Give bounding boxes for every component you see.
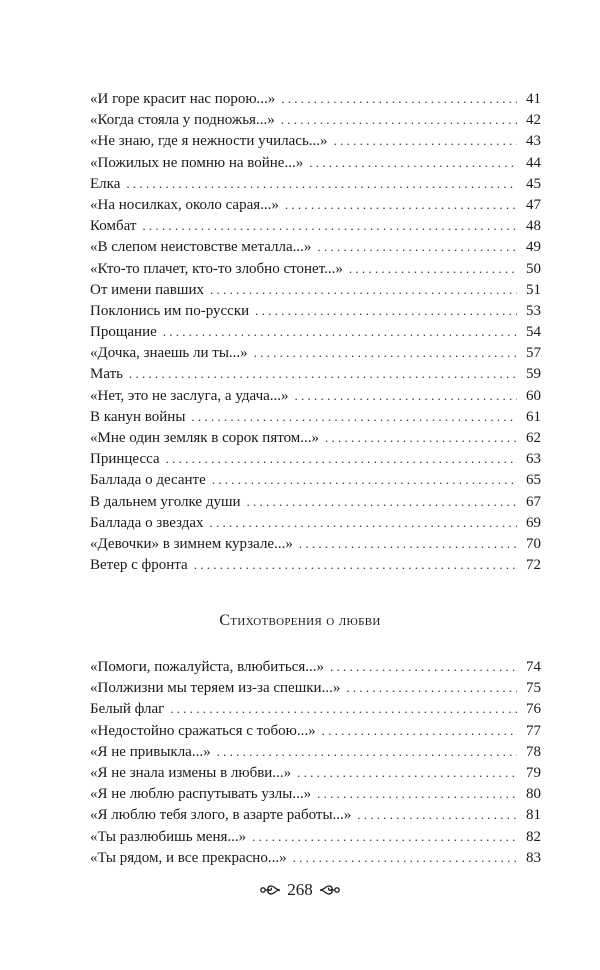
toc-entry-page: 59 xyxy=(526,366,541,383)
fleuron-left-icon xyxy=(259,882,281,898)
toc-entry xyxy=(90,469,541,490)
toc-entry xyxy=(90,762,541,783)
dot-leader xyxy=(247,491,517,512)
toc-entry-title: Прощание xyxy=(90,324,157,341)
toc-entry-page: 44 xyxy=(526,154,541,171)
toc-entry-title: «Не знаю, где я нежности училась...» xyxy=(90,133,328,150)
dot-leader xyxy=(254,342,517,363)
dot-leader xyxy=(281,88,517,109)
dot-leader xyxy=(217,741,517,762)
toc-entry-title: «Ты разлюбишь меня...» xyxy=(90,828,247,845)
dot-leader xyxy=(330,656,517,677)
toc-entry-title: «Нет, это не заслуга, а удача...» xyxy=(90,387,289,404)
dot-leader xyxy=(346,677,517,698)
toc-entry xyxy=(90,826,541,847)
toc-entry-title: «Кто-то плачет, кто-то злобно стонет...» xyxy=(90,260,343,277)
toc-entry-title: «На носилках, около сарая...» xyxy=(90,196,279,213)
toc-entry xyxy=(90,512,541,533)
toc-entry xyxy=(90,321,541,342)
toc-entry-title: «Недостойно сражаться с тобою...» xyxy=(90,722,316,739)
toc-entry-page: 54 xyxy=(526,324,541,341)
toc-entry xyxy=(90,385,541,406)
dot-leader xyxy=(210,512,517,533)
toc-entry-page: 80 xyxy=(526,786,541,803)
toc-entry xyxy=(90,88,541,109)
toc-entry-page: 62 xyxy=(526,430,541,446)
toc-entry-page: 77 xyxy=(526,722,541,739)
toc-entry-page: 70 xyxy=(526,535,541,552)
toc-entry-page: 50 xyxy=(526,260,541,277)
toc-entry-page: 72 xyxy=(526,557,541,574)
toc-entry xyxy=(90,342,541,363)
dot-leader xyxy=(334,130,517,151)
dot-leader xyxy=(349,258,517,279)
dot-leader xyxy=(252,826,517,847)
toc-entry-title: «В слепом неистовстве металла...» xyxy=(90,239,312,256)
toc-entry-page: 63 xyxy=(526,451,541,468)
toc-entry-title: «Помоги, пожалуйста, влюбиться...» xyxy=(90,659,325,675)
toc-entry xyxy=(90,173,541,194)
toc-entry xyxy=(90,804,541,825)
toc-section-love xyxy=(90,656,541,868)
toc-entry-title: «Дочка, знаешь ли ты...» xyxy=(90,345,248,362)
toc-entry-page: 76 xyxy=(526,701,541,718)
toc-entry xyxy=(90,448,541,469)
dot-leader xyxy=(325,427,517,448)
toc-entry xyxy=(90,554,541,575)
toc-entry xyxy=(90,130,541,151)
toc-entry xyxy=(90,363,541,384)
toc-entry-title: Мать xyxy=(90,366,124,383)
toc-entry-title: «Я не знала измены в любви...» xyxy=(90,764,292,781)
toc-entry-title: «Девочки» в зимнем курзале...» xyxy=(90,535,293,552)
toc-entry-title: Белый флаг xyxy=(90,701,165,718)
toc-entry xyxy=(90,533,541,554)
dot-leader xyxy=(317,236,517,257)
toc-entry xyxy=(90,783,541,804)
toc-entry xyxy=(90,656,541,677)
toc-entry-page: 81 xyxy=(526,807,541,824)
dot-leader xyxy=(212,469,517,490)
toc-entry-title: «Когда стояла у подножья...» xyxy=(90,112,275,129)
toc-section-war xyxy=(90,88,541,575)
toc-entry xyxy=(90,109,541,130)
toc-entry xyxy=(90,677,541,698)
dot-leader xyxy=(129,363,517,384)
toc-entry-title: «И горе красит нас порою...» xyxy=(90,91,276,107)
dot-leader xyxy=(210,279,517,300)
page-number: 268 xyxy=(287,880,313,899)
toc-entry-page: 42 xyxy=(526,112,541,129)
dot-leader xyxy=(309,152,517,173)
toc-entry-page: 47 xyxy=(526,196,541,213)
page-footer xyxy=(0,880,600,900)
toc-entry-page: 51 xyxy=(526,281,541,298)
dot-leader xyxy=(281,109,517,130)
toc-entry-title: Баллада о десанте xyxy=(90,472,206,489)
toc-entry-title: Поклонись им по-русски xyxy=(90,302,250,319)
toc-entry xyxy=(90,720,541,741)
section-heading: Стихотворения о любви xyxy=(219,612,381,629)
toc-entry xyxy=(90,300,541,321)
toc-entry-page: 74 xyxy=(526,659,541,675)
toc-entry xyxy=(90,427,541,448)
toc-entry xyxy=(90,279,541,300)
toc-entry-title: «Пожилых не помню на войне...» xyxy=(90,154,304,171)
toc-entry-page: 67 xyxy=(526,493,541,510)
toc-entry-page: 75 xyxy=(526,680,541,697)
dot-leader xyxy=(322,720,517,741)
dot-leader xyxy=(170,698,517,719)
dot-leader xyxy=(142,215,517,236)
toc-entry xyxy=(90,236,541,257)
toc-entry xyxy=(90,258,541,279)
dot-leader xyxy=(317,783,517,804)
toc-entry-title: Баллада о звездах xyxy=(90,514,204,531)
dot-leader xyxy=(163,321,517,342)
toc-entry-title: Ветер с фронта xyxy=(90,557,188,574)
toc-entry-title: Принцесса xyxy=(90,451,160,468)
toc-entry xyxy=(90,491,541,512)
toc-entry-page: 41 xyxy=(526,91,541,107)
toc-entry-title: «Я люблю тебя злого, в азарте работы...» xyxy=(90,807,352,824)
toc-entry-title: От имени павших xyxy=(90,281,204,298)
toc-entry-page: 45 xyxy=(526,175,541,192)
toc-entry xyxy=(90,152,541,173)
toc-entry-page: 60 xyxy=(526,387,541,404)
toc-entry-page: 83 xyxy=(526,849,541,866)
dot-leader xyxy=(285,194,517,215)
toc-entry-title: В дальнем уголке души xyxy=(90,493,241,510)
toc-entry-page: 49 xyxy=(526,239,541,256)
toc-entry-title: «Полжизни мы теряем из-за спешки...» xyxy=(90,680,341,697)
toc-entry-title: «Ты рядом, и все прекрасно...» xyxy=(90,849,287,866)
toc-entry-title: Елка xyxy=(90,175,121,192)
dot-leader xyxy=(293,847,517,868)
toc-entry-title: В канун войны xyxy=(90,408,186,425)
toc-entry-title: «Мне один земляк в сорок пятом...» xyxy=(90,430,320,446)
dot-leader xyxy=(126,173,517,194)
dot-leader xyxy=(166,448,517,469)
dot-leader xyxy=(357,804,517,825)
toc-entry-page: 48 xyxy=(526,218,541,235)
toc-entry-page: 43 xyxy=(526,133,541,150)
toc-entry xyxy=(90,215,541,236)
dot-leader xyxy=(191,406,517,427)
toc-entry-title: Комбат xyxy=(90,218,137,235)
toc-entry-page: 82 xyxy=(526,828,541,845)
toc-entry xyxy=(90,194,541,215)
toc-entry xyxy=(90,741,541,762)
toc-entry-page: 65 xyxy=(526,472,541,489)
toc-entry-page: 53 xyxy=(526,302,541,319)
dot-leader xyxy=(295,385,517,406)
toc-entry xyxy=(90,847,541,868)
fleuron-right-icon xyxy=(319,882,341,898)
toc-entry-page: 57 xyxy=(526,345,541,362)
toc-entry xyxy=(90,406,541,427)
dot-leader xyxy=(299,533,517,554)
dot-leader xyxy=(194,554,517,575)
toc-entry-page: 69 xyxy=(526,514,541,531)
toc-entry-page: 61 xyxy=(526,408,541,425)
toc-entry xyxy=(90,698,541,719)
dot-leader xyxy=(297,762,517,783)
toc-entry-title: «Я не люблю распутывать узлы...» xyxy=(90,786,312,803)
toc-entry-page: 78 xyxy=(526,743,541,760)
toc-entry-title: «Я не привыкла...» xyxy=(90,743,211,760)
toc-entry-page: 79 xyxy=(526,764,541,781)
dot-leader xyxy=(255,300,517,321)
